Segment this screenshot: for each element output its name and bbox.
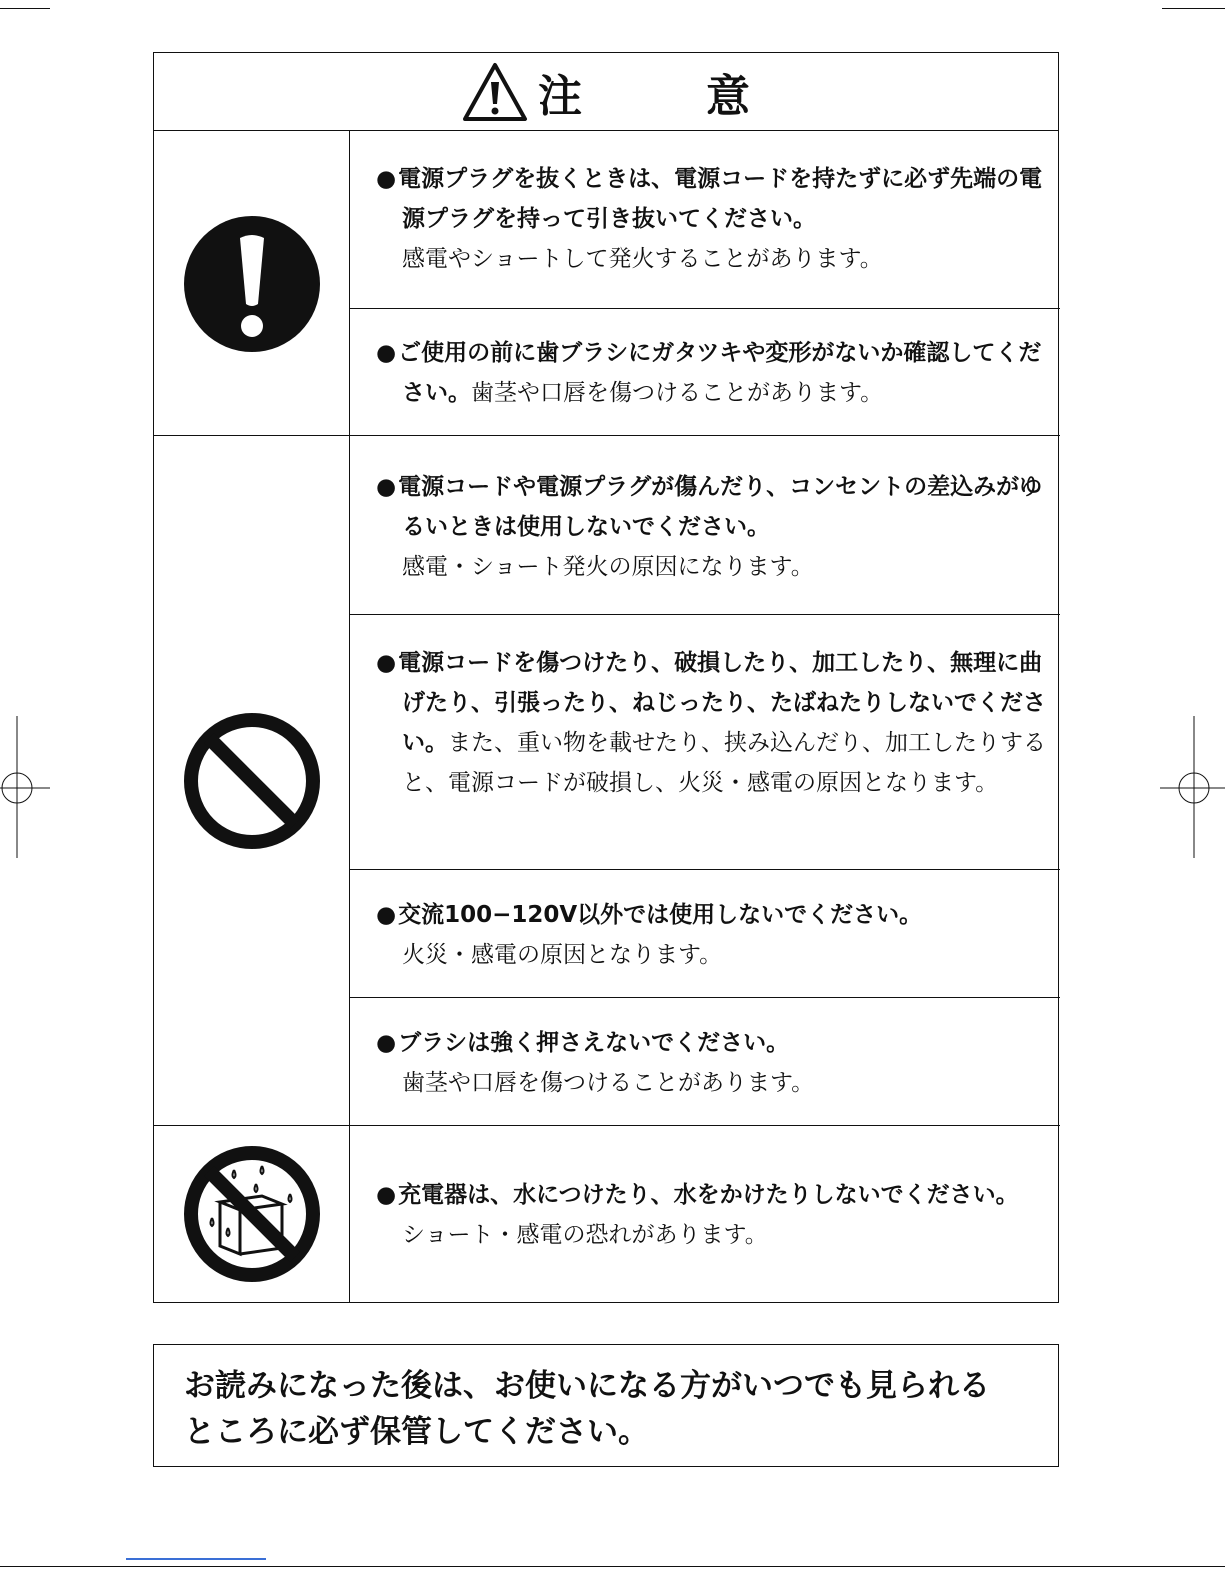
divider: [350, 308, 1060, 309]
caution-item: ●ブラシは強く押さえないでください。 歯茎や口唇を傷つけることがあります。: [376, 1030, 815, 1096]
storage-notice: [153, 1344, 1059, 1467]
warning-triangle-icon: [462, 62, 528, 122]
caution-item: ●電源プラグを抜くときは、電源コードを持たずに必ず先端の電源プラグを持って引き抜いてください。 感電やショートして発火することがあります。: [376, 166, 1043, 272]
caution-item: ●電源コードや電源プラグが傷んだり、コンセントの差込みがゆるいときは使用しないでください。 感電・ショート発火の原因になります。: [376, 474, 1043, 580]
exclamation-icon: [182, 214, 322, 354]
caution-table: [153, 52, 1059, 1303]
caution-header: [154, 53, 1058, 131]
divider: [350, 614, 1060, 615]
registration-mark-right: [1160, 716, 1225, 858]
registration-mark-left: [0, 716, 50, 858]
icon-cell-prohibited: [154, 436, 350, 1126]
caution-item: ●交流100−120V以外では使用しないでください。 火災・感電の原因となります。: [376, 902, 923, 968]
caution-item: ●電源コードを傷つけたり、破損したり、加工したり、無理に曲げたり、引張ったり、ねじったり、たばねたりしないでください。また、重い物を載せたり、挟み込んだり、加工したりすると、電源コードが破損し、火災・感電の原因となります。: [376, 650, 1046, 796]
no-water-icon: [182, 1144, 322, 1284]
caution-title: 注 意: [538, 70, 790, 122]
page-mark: [126, 1558, 266, 1560]
icon-cell-no-water: [154, 1126, 350, 1302]
divider: [350, 997, 1060, 998]
crop-mark-bottom: [0, 1566, 1225, 1567]
caution-item: ●ご使用の前に歯ブラシにガタツキや変形がないか確認してください。歯茎や口唇を傷つけることがあります。: [376, 340, 1042, 406]
notice-line-1: お読みになった後は、お使いになる方がいつでも見られる: [184, 1368, 990, 1404]
notice-line-2: ところに必ず保管してください。: [184, 1414, 649, 1450]
icon-cell-mandatory: [154, 131, 350, 436]
crop-mark-top-right: [1162, 8, 1225, 9]
prohibited-icon: [182, 711, 322, 851]
caution-item: ●充電器は、水につけたり、水をかけたりしないでください。 ショート・感電の恐れがあります。: [376, 1182, 1019, 1248]
divider: [350, 869, 1060, 870]
crop-mark-top-left: [0, 8, 50, 9]
